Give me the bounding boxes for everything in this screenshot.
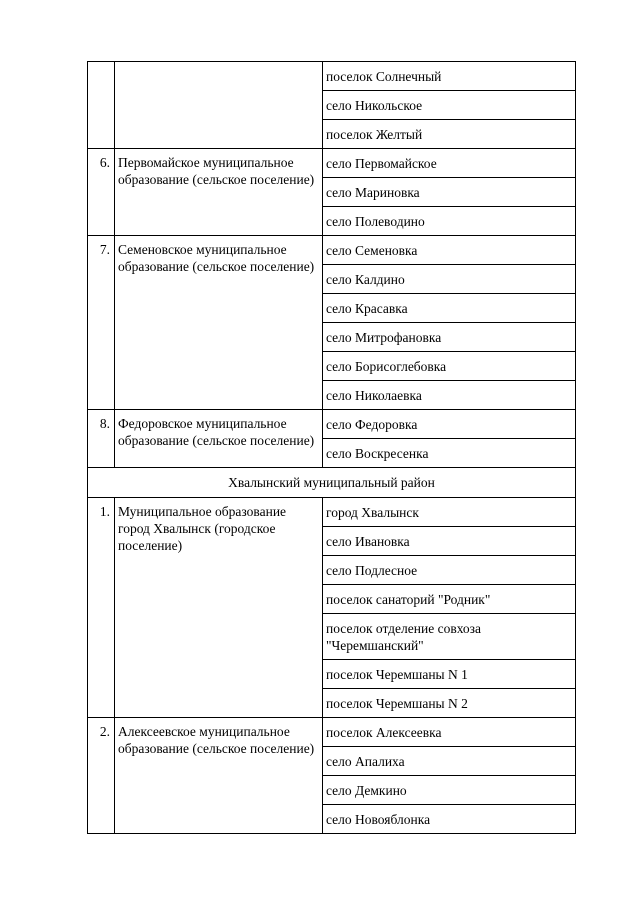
- table-row: [88, 149, 576, 178]
- row-number: 2.: [88, 718, 115, 834]
- municipality-name: Федоровское муниципальное образование (сельское поселение): [115, 410, 323, 468]
- settlement-cell: [323, 660, 576, 689]
- settlement-cell: [323, 236, 576, 265]
- settlement-cell: [323, 294, 576, 323]
- settlement-name: поселок отделение совхоза "Черемшанский": [326, 621, 482, 653]
- settlement-name: село Семеновка: [326, 243, 418, 258]
- table-body: [88, 62, 576, 834]
- settlement-name: село Апалиха: [326, 754, 405, 769]
- settlement-name: село Красавка: [326, 301, 408, 316]
- municipality-name: Муниципальное образование город Хвалынск (городское поселение): [115, 498, 323, 718]
- settlement-name: село Борисоглебовка: [326, 359, 447, 374]
- settlement-cell: [323, 120, 576, 149]
- settlement-cell: [323, 614, 576, 660]
- settlement-name: село Калдино: [326, 272, 405, 287]
- settlements-table: [87, 61, 576, 834]
- table-row: [88, 410, 576, 439]
- settlement-cell: [323, 585, 576, 614]
- settlement-name: село Полеводино: [326, 214, 425, 229]
- settlement-cell: [323, 747, 576, 776]
- district-header-row: [88, 468, 576, 498]
- settlement-name: село Новояблонка: [326, 812, 431, 827]
- row-number: 6.: [88, 149, 115, 236]
- settlement-name: село Федоровка: [326, 417, 418, 432]
- settlement-name: город Хвалынск: [326, 505, 419, 520]
- table-row: [88, 718, 576, 747]
- settlement-name: село Мариновка: [326, 185, 420, 200]
- settlement-name: село Воскресенка: [326, 446, 429, 461]
- settlement-cell: [323, 62, 576, 91]
- table-row: [88, 62, 576, 91]
- municipality-name: Алексеевское муниципальное образование (сельское поселение): [115, 718, 323, 834]
- settlement-cell: [323, 527, 576, 556]
- settlement-name: поселок Желтый: [326, 127, 423, 142]
- settlement-cell: [323, 207, 576, 236]
- settlement-cell: [323, 323, 576, 352]
- settlement-name: село Демкино: [326, 783, 407, 798]
- row-number: [88, 62, 115, 149]
- settlement-cell: [323, 410, 576, 439]
- settlement-name: поселок санаторий "Родник": [326, 592, 491, 607]
- settlement-name: село Ивановка: [326, 534, 410, 549]
- settlement-cell: [323, 498, 576, 527]
- settlement-name: село Митрофановка: [326, 330, 442, 345]
- settlement-name: поселок Черемшаны N 2: [326, 696, 468, 711]
- settlement-cell: [323, 439, 576, 468]
- settlement-name: поселок Черемшаны N 1: [326, 667, 468, 682]
- settlement-name: поселок Алексеевка: [326, 725, 442, 740]
- table-row: [88, 498, 576, 527]
- settlement-cell: [323, 689, 576, 718]
- settlement-cell: [323, 178, 576, 207]
- row-number: 8.: [88, 410, 115, 468]
- settlement-cell: [323, 91, 576, 120]
- settlement-cell: [323, 556, 576, 585]
- settlement-cell: [323, 149, 576, 178]
- settlement-name: село Николаевка: [326, 388, 422, 403]
- settlement-cell: [323, 718, 576, 747]
- district-header: Хвалынский муниципальный район: [88, 468, 576, 498]
- settlement-name: село Первомайское: [326, 156, 437, 171]
- settlement-name: село Подлесное: [326, 563, 418, 578]
- settlement-cell: [323, 381, 576, 410]
- settlement-cell: [323, 776, 576, 805]
- settlement-name: поселок Солнечный: [326, 69, 442, 84]
- table-row: [88, 236, 576, 265]
- settlement-cell: [323, 352, 576, 381]
- municipality-name: [115, 62, 323, 149]
- municipality-name: Первомайское муниципальное образование (сельское поселение): [115, 149, 323, 236]
- settlement-cell: [323, 805, 576, 834]
- row-number: 1.: [88, 498, 115, 718]
- row-number: 7.: [88, 236, 115, 410]
- settlement-name: село Никольское: [326, 98, 423, 113]
- municipality-name: Семеновское муниципальное образование (сельское поселение): [115, 236, 323, 410]
- settlement-cell: [323, 265, 576, 294]
